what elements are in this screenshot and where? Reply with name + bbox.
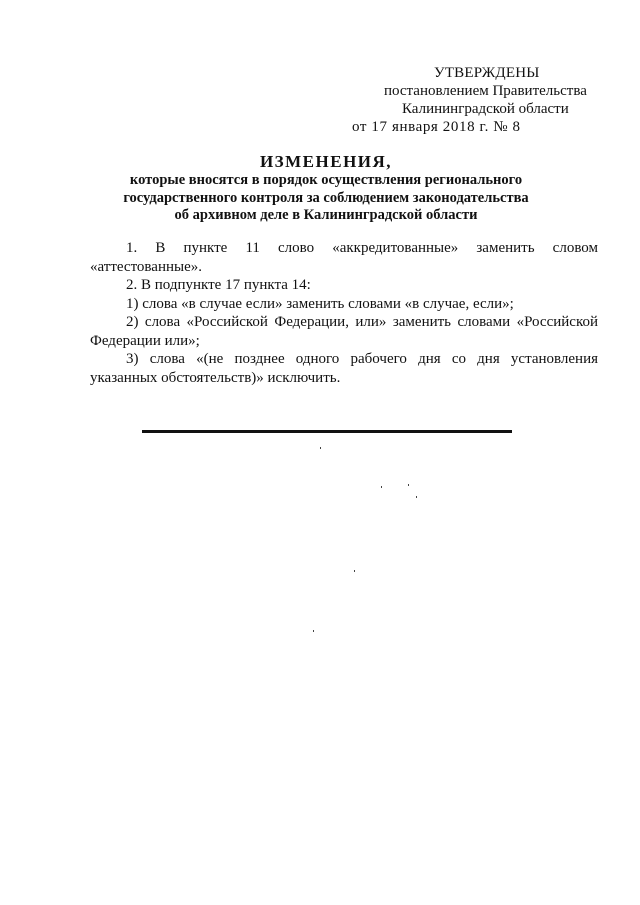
document-title-block bbox=[60, 152, 592, 225]
approval-region-line: Калининградской области bbox=[402, 101, 569, 117]
paragraph-subitem-1: 1) слова «в случае если» заменить словами «в случае, если»; bbox=[126, 295, 514, 312]
document-subtitle-line-1: которые вносятся в порядок осуществления регионального bbox=[129, 172, 523, 188]
approval-date-number-line: от 17 января 2018 г. № 8 bbox=[352, 119, 521, 135]
approval-title: УТВЕРЖДЕНЫ bbox=[434, 65, 540, 81]
document-body bbox=[90, 239, 598, 387]
paragraph-item-2: 2. В подпункте 17 пункта 14: bbox=[126, 277, 311, 293]
paragraph-subitem-2: 2) слова «Российской Федерации, или» заменить словами «Российской Федерации или»; bbox=[90, 314, 598, 349]
document-title: ИЗМЕНЕНИЯ, bbox=[259, 152, 393, 171]
scan-speck bbox=[320, 447, 321, 449]
paragraph-subitem-3: 3) слова «(не позднее одного рабочего дня со дня установления указанных обстоятельств)» исключить. bbox=[90, 351, 598, 386]
scan-speck bbox=[408, 484, 409, 486]
end-divider-line bbox=[142, 430, 512, 433]
scan-speck bbox=[381, 486, 382, 488]
scan-speck bbox=[416, 496, 417, 498]
document-subtitle-line-2: государственного контроля за соблюдением законодательства bbox=[123, 189, 529, 206]
scan-speck bbox=[313, 630, 314, 632]
scan-speck bbox=[354, 570, 355, 572]
document-subtitle-line-3: об архивном деле в Калининградской области bbox=[174, 207, 478, 223]
paragraph-item-1: 1. В пункте 11 слово «аккредитованные» заменить словом «аттестованные». bbox=[90, 240, 598, 275]
approval-decree-line: постановлением Правительства bbox=[384, 83, 587, 99]
